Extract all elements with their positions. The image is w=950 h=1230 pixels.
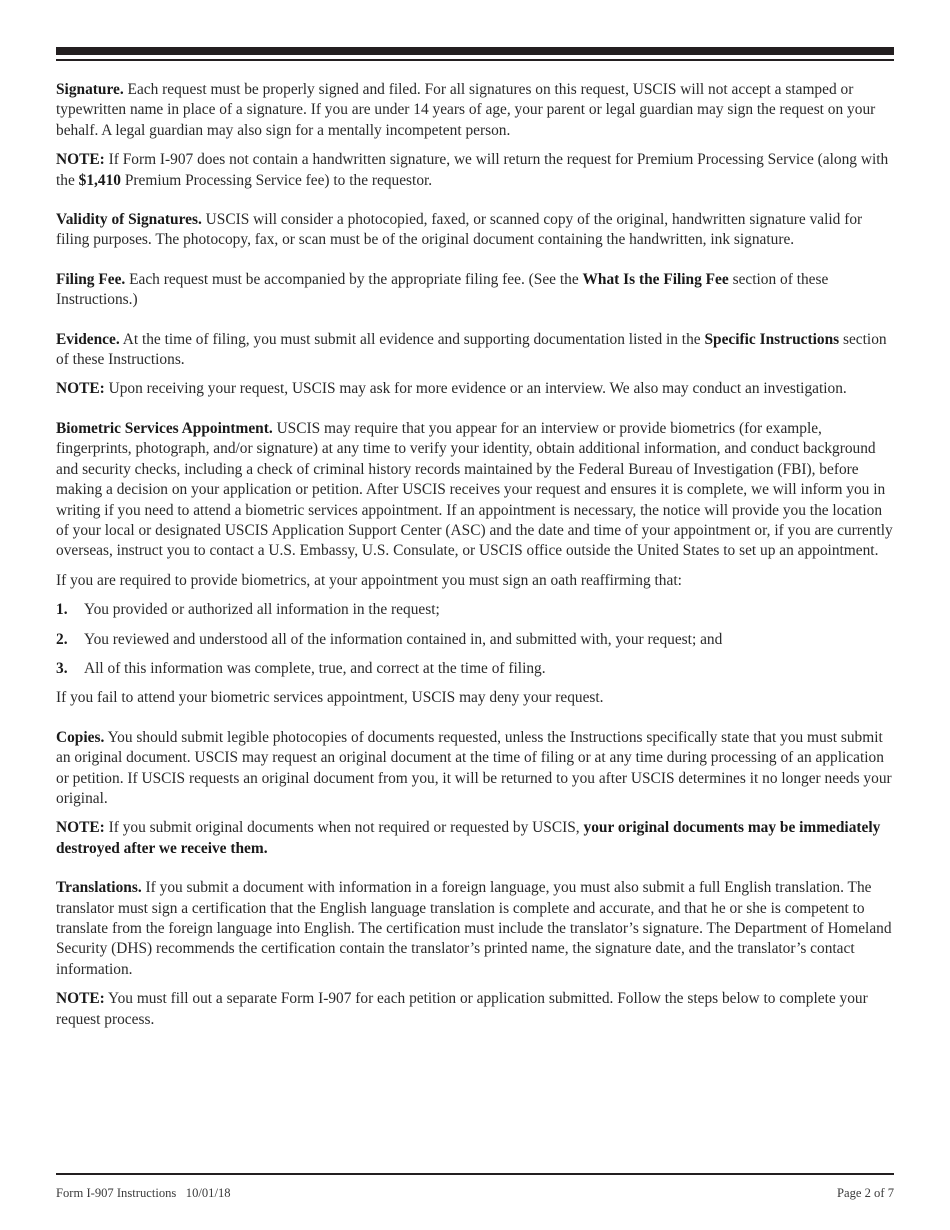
copies-text: You should submit legible photocopies of documents requested, unless the Instructions specifically state that you must submit an original document. USCIS may request an original document at the time of filing or at any time during processing of an application or petition. If USCIS requests an original document from you, it will be returned to you after USCIS determines it no longer needs your original. xyxy=(56,728,892,807)
note-final-text: You must fill out a separate Form I-907 for each petition or application submitted. Follow the steps below to complete your request process. xyxy=(56,990,868,1028)
evidence-text-end: section of these Instructions. xyxy=(56,330,887,369)
signature-paragraph xyxy=(56,80,896,141)
oath-item-number: 3. xyxy=(56,659,68,677)
note-copies-paragraph xyxy=(56,818,896,859)
premium-fee-amount: $1,410 xyxy=(78,171,121,189)
instructions-body xyxy=(56,80,896,1039)
signature-heading: Signature. xyxy=(56,81,124,98)
footer-form-name: Form I-907 Instructions 10/01/18 xyxy=(56,1186,231,1200)
note-label: NOTE: xyxy=(56,990,105,1008)
evidence-heading: Evidence. xyxy=(56,330,120,348)
header-rule-thick xyxy=(56,47,894,55)
translations-text: If you submit a document with information in a foreign language, you must also submit a full English translation. The translator must sign a certification that the English language translation is complete and accurate, and that he or she is competent to translate from the foreign language into English. The certification must include the translator’s signature. The Department of Homeland Security (DHS) recommends the certification contain the translator’s printed name, the signature date, and the translator’s contact information. xyxy=(56,879,892,978)
note-evidence-text: Upon receiving your request, USCIS may ask for more evidence or an interview. We also may conduct an investigation. xyxy=(104,380,847,398)
note-label: NOTE: xyxy=(56,819,105,837)
oath-list-item xyxy=(56,600,896,620)
validity-heading: Validity of Signatures. xyxy=(56,211,202,229)
validity-text: USCIS will consider a photocopied, faxed, or scanned copy of the original, handwritten signature valid for filing purposes. The photocopy, fax, or scan must be of the original document containing the handwritten, ink signature. xyxy=(56,211,863,249)
note-final-paragraph xyxy=(56,989,896,1030)
filing-fee-paragraph xyxy=(56,270,896,311)
signature-text: Each request must be properly signed and filed. For all signatures on this request, USCIS will not accept a stamped or typewritten name in place of a signature. If you are under 14 years of age, your parent or legal guardian may sign the request on your behalf. A legal guardian may also sign for a mentally incompetent person. xyxy=(56,81,876,139)
oath-item-number: 2. xyxy=(56,630,68,648)
translations-heading: Translations. xyxy=(56,879,142,897)
note-label: NOTE: xyxy=(56,151,105,169)
oath-item-text: All of this information was complete, true, and correct at the time of filing. xyxy=(84,659,546,677)
biometrics-text: USCIS may require that you appear for an interview or provide biometrics (for example, fingerprints, photograph, and/or signature) at any time to verify your identity, obtain additional information, and conduct background and security checks, including a check of criminal history records maintained by the Federal Bureau of Investigation (FBI), before making a decision on your application or petition. After USCIS receives your request and ensures it is complete, we will inform you in writing if you need to attend a biometric services appointment. If an appointment is necessary, the notice will provide you the location of your local or designated USCIS Application Support Center (ASC) and the date and time of your appointment or, if you are currently overseas, instruct you to contact a U.S. Embassy, U.S. Consulate, or USCIS office outside the United States to set up an appointment. xyxy=(56,419,893,560)
note-signature-text: If Form I-907 does not contain a handwritten signature, we will return the request for Premium Processing Service (along with the xyxy=(56,151,889,189)
filing-fee-text-end: section of these Instructions.) xyxy=(56,270,829,309)
oath-item-text: You reviewed and understood all of the information contained in, and submitted with, your request; and xyxy=(84,630,723,648)
copies-paragraph xyxy=(56,728,896,810)
filing-fee-heading: Filing Fee. xyxy=(56,270,126,288)
validity-paragraph xyxy=(56,210,896,251)
note-label: NOTE: xyxy=(56,380,105,398)
note-copies-text: If you submit original documents when not required or requested by USCIS, xyxy=(104,819,584,837)
oath-list-item xyxy=(56,659,896,679)
biometrics-fail-text: If you fail to attend your biometric services appointment, USCIS may deny your request. xyxy=(56,689,604,707)
oath-item-number: 1. xyxy=(56,601,68,619)
oath-item-text: You provided or authorized all information in the request; xyxy=(84,601,440,619)
evidence-text: At the time of filing, you must submit all evidence and supporting documentation listed in the xyxy=(119,330,705,348)
filing-fee-text: Each request must be accompanied by the appropriate filing fee. (See the xyxy=(125,270,583,288)
biometrics-paragraph xyxy=(56,419,896,562)
oath-list-item xyxy=(56,630,896,650)
evidence-paragraph xyxy=(56,330,896,371)
copies-heading: Copies. xyxy=(56,728,105,746)
biometrics-heading: Biometric Services Appointment. xyxy=(56,419,273,437)
note-copies-emphasis: your original documents may be immediately destroyed after we receive them. xyxy=(56,819,881,857)
note-evidence-paragraph xyxy=(56,379,896,399)
footer-page-number: Page 2 of 7 xyxy=(836,1186,894,1200)
footer-rule xyxy=(56,1173,894,1175)
note-signature-paragraph xyxy=(56,150,896,191)
header-rule-thin xyxy=(56,59,894,61)
translations-paragraph xyxy=(56,878,896,980)
evidence-reference: Specific Instructions xyxy=(704,330,840,348)
note-signature-text-end: Premium Processing Service fee) to the requestor. xyxy=(120,171,433,189)
filing-fee-reference: What Is the Filing Fee xyxy=(582,270,729,288)
biometrics-intro: If you are required to provide biometrics, at your appointment you must sign an oath reaffirming that: xyxy=(56,571,682,589)
